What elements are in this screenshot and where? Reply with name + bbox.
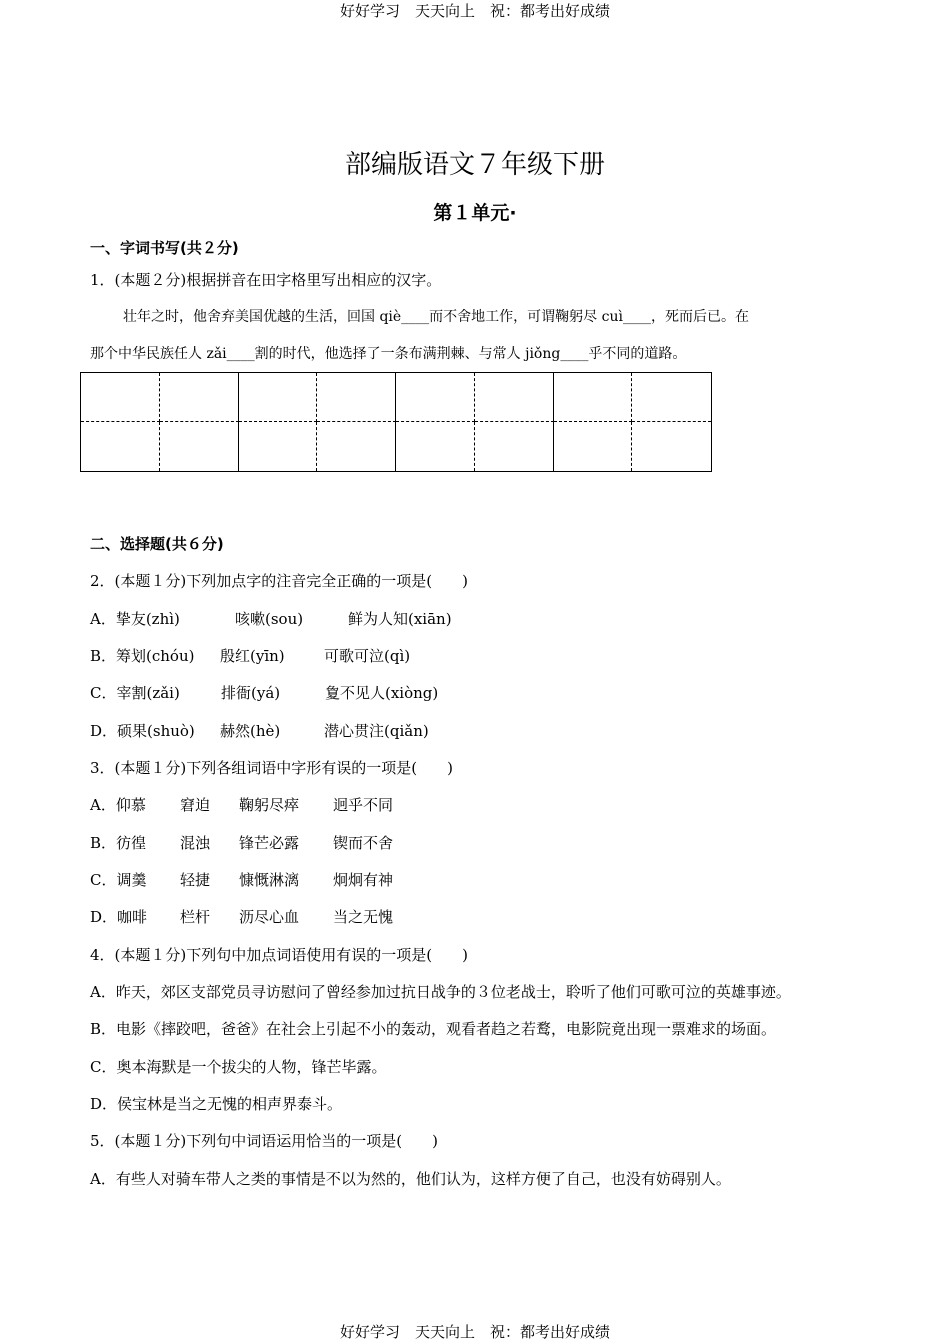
option-term: B．彷徨 (90, 834, 147, 852)
unit-title: 第１单元· (433, 202, 517, 224)
document-title: 部编版语文７年级下册 (344, 150, 605, 180)
page-footer: 好好学习 天天向上 祝：都考出好成绩 (339, 1323, 610, 1341)
tianzige-grid (80, 372, 712, 472)
question-3-stem: 3．(本题１分)下列各组词语中字形有误的一项是( ) (90, 759, 453, 777)
q3-option-b (90, 833, 393, 853)
q3-option-c (90, 870, 393, 890)
grid-cell (554, 422, 633, 471)
option-term: D．硕果(shuò) (90, 722, 195, 740)
option-term: D．咖啡 (90, 908, 148, 926)
grid-cell (317, 422, 396, 471)
option-term: C．调羹 (90, 871, 147, 889)
q3-option-a (90, 795, 393, 815)
grid-cell (475, 422, 554, 471)
q4-option-d: D．侯宝林是当之无愧的相声界泰斗。 (90, 1095, 343, 1113)
option-term: 炯炯有神 (333, 871, 394, 889)
passage-line-2: 那个中华民族任人 zǎi____割的时代，他选择了一条布满荆棘、与常人 jiǒng____乎不同的道路。 (90, 346, 687, 362)
question-5-stem: 5．(本题１分)下列句中词语运用恰当的一项是( ) (90, 1132, 438, 1150)
q4-option-b: B．电影《摔跤吧，爸爸》在社会上引起不小的轰动，观看者趋之若鹜，电影院竟出现一票难求的场面。 (90, 1020, 777, 1038)
option-term: 迥乎不同 (333, 796, 394, 814)
option-term: 混浊 (180, 834, 211, 852)
option-term: 鞠躬尽瘁 (239, 796, 300, 814)
q2-option-b (90, 646, 410, 666)
grid-cell (239, 422, 318, 471)
option-term: 鲜为人知(xiān) (348, 610, 452, 628)
section-1-heading: 一、字词书写(共２分) (90, 239, 239, 257)
grid-cell (396, 422, 475, 471)
option-term: 当之无愧 (333, 908, 394, 926)
q2-option-d (90, 721, 429, 741)
q4-option-c: C．奥本海默是一个拔尖的人物，锋芒毕露。 (90, 1058, 387, 1076)
grid-cell (160, 373, 239, 422)
option-term: 窘迫 (180, 796, 211, 814)
option-term: B．筹划(chóu) (90, 647, 195, 665)
option-term: 可歌可泣(qì) (324, 647, 411, 665)
grid-cell (554, 373, 633, 422)
q2-option-c (90, 683, 438, 703)
grid-cell (81, 373, 160, 422)
grid-cell (632, 373, 711, 422)
option-term: 赫然(hè) (220, 722, 281, 740)
option-term: 殷红(yīn) (220, 647, 285, 665)
q3-option-d (90, 907, 393, 927)
question-1-stem: 1．(本题２分)根据拼音在田字格里写出相应的汉字。 (90, 271, 442, 289)
grid-cell (81, 422, 160, 471)
q4-option-a: A．昨天，郊区支部党员寻访慰问了曾经参加过抗日战争的３位老战士，聆听了他们可歌可泣的英雄事迹。 (90, 983, 791, 1001)
option-term: 潜心贯注(qiǎn) (324, 722, 429, 740)
option-term: A．挚友(zhì) (90, 610, 180, 628)
option-term: 夐不见人(xiòng) (325, 684, 439, 702)
option-term: 咳嗽(sou) (235, 610, 304, 628)
grid-cell (239, 373, 318, 422)
passage-line-1: 壮年之时，他舍弃美国优越的生活，回国 qiè____而不舍地工作，可谓鞠躬尽 cuì____，死而后已。在 (123, 309, 749, 325)
grid-cell (632, 422, 711, 471)
option-term: 排衙(yá) (221, 684, 281, 702)
q2-option-a (90, 609, 452, 629)
option-term: 栏杆 (180, 908, 211, 926)
question-4-stem: 4．(本题１分)下列句中加点词语使用有误的一项是( ) (90, 946, 468, 964)
option-term: 慷慨淋漓 (239, 871, 300, 889)
question-2-stem: 2．(本题１分)下列加点字的注音完全正确的一项是( ) (90, 572, 468, 590)
grid-cell (317, 373, 396, 422)
grid-cell (396, 373, 475, 422)
option-term: A．仰慕 (90, 796, 146, 814)
option-term: 沥尽心血 (239, 908, 300, 926)
section-2-heading: 二、选择题(共６分) (90, 535, 224, 553)
option-term: 锋芒必露 (239, 834, 300, 852)
option-term: C．宰割(zǎi) (90, 684, 180, 702)
q5-option-a: A．有些人对骑车带人之类的事情是不以为然的，他们认为，这样方便了自己，也没有妨碍别人。 (90, 1170, 731, 1188)
page-header: 好好学习 天天向上 祝：都考出好成绩 (339, 2, 610, 20)
option-term: 锲而不舍 (333, 834, 394, 852)
option-term: 轻捷 (180, 871, 211, 889)
grid-cell (475, 373, 554, 422)
grid-cell (160, 422, 239, 471)
